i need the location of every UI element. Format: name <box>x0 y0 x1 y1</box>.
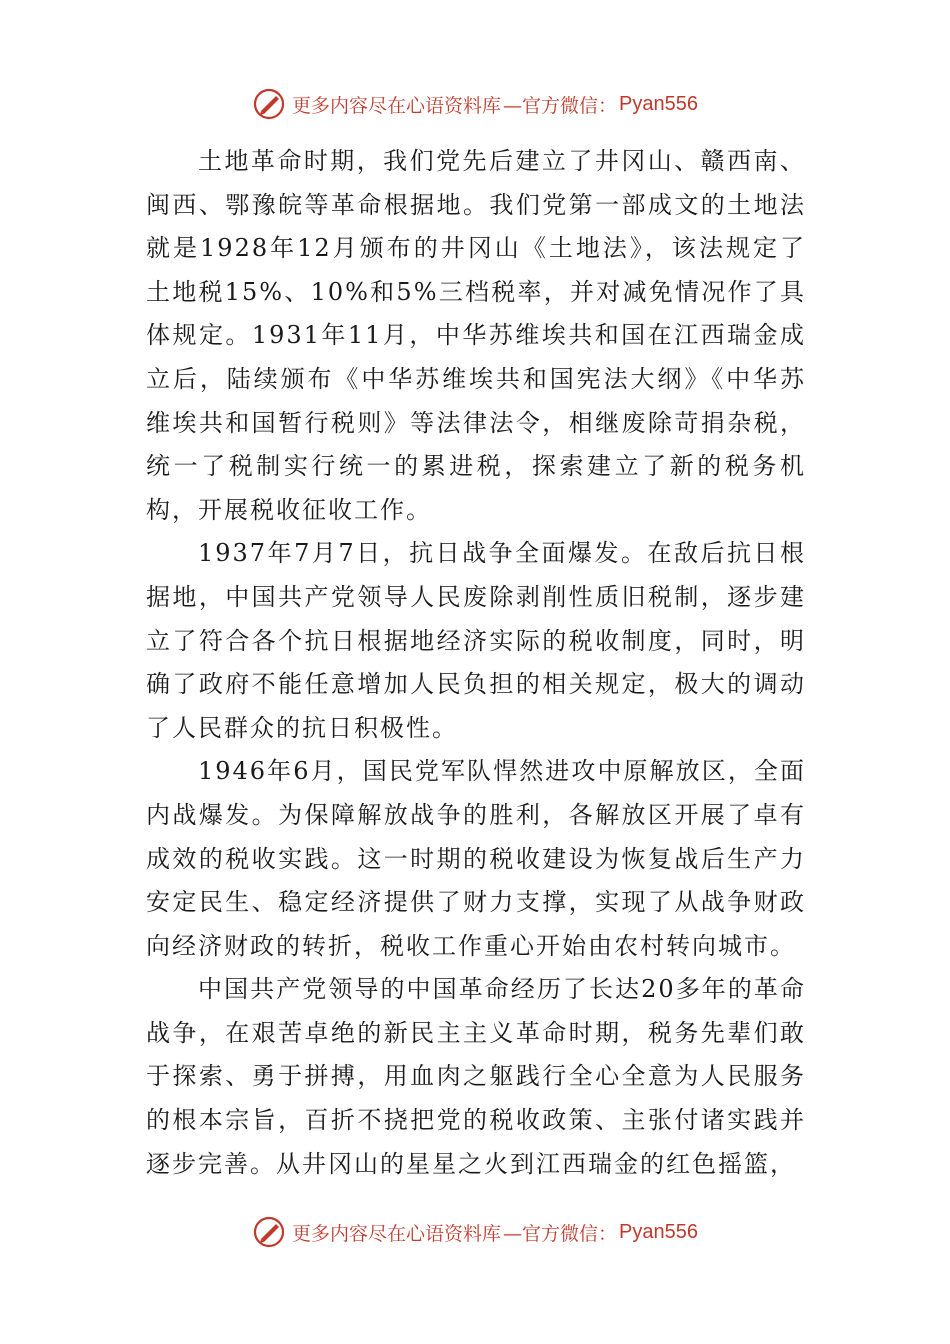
paragraph: 土地革命时期，我们党先后建立了井冈山、赣西南、闽西、鄂豫皖等革命根据地。我们党第一部成文的土地法就是1928年12月颁布的井冈山《土地法》，该法规定了土地税15%、10%和5%三档税率，并对减免情况作了具体规定。1931年11月，中华苏维埃共和国在江西瑞金成立后，陆续颁布《中华苏维埃共和国宪法大纲》《中华苏维埃共和国暂行税则》等法律法令，相继废除苛捐杂税，统一了税制实行统一的累进税，探索建立了新的税务机构，开展税收征收工作。 <box>146 147 806 524</box>
paragraph: 1946年6月，国民党军队悍然进攻中原解放区，全面内战爆发。为保障解放战争的胜利，各解放区开展了卓有成效的税收实践。这一时期的税收建设为恢复战后生产力安定民生、稳定经济提供了财力支撑，实现了从战争财政向经济财政的转折，税收工作重心开始由农村转向城市。 <box>146 757 806 960</box>
banner-contact: Pyan556 <box>619 92 698 115</box>
paragraph: 1937年7月7日，抗日战争全面爆发。在敌后抗日根据地，中国共产党领导人民废除剥削性质旧税制，逐步建立了符合各个抗日根据地经济实际的税收制度，同时，明确了政府不能任意增加人民负担的相关规定，极大的调动了人民群众的抗日积极性。 <box>146 539 806 742</box>
footer-banner <box>0 1212 950 1252</box>
paragraph: 中国共产党领导的中国革命经历了长达20多年的革命战争，在艰苦卓绝的新民主主义革命时期，税务先辈们敢于探索、勇于拼搏，用血肉之躯践行全心全意为人民服务的根本宗旨，百折不挠把党的税收政策、主张付诸实践并逐步完善。从井冈山的星星之火到江西瑞金的红色摇篮， <box>146 975 806 1178</box>
logo-icon <box>252 1215 286 1249</box>
document-body <box>146 140 806 1186</box>
header-banner <box>0 84 950 124</box>
banner-contact: Pyan556 <box>619 1220 698 1243</box>
banner-text: 更多内容尽在心语资料库 <box>292 1222 502 1245</box>
banner-separator: —官方微信： <box>503 94 618 117</box>
banner-text: 更多内容尽在心语资料库 <box>292 94 502 117</box>
banner-separator: —官方微信： <box>503 1222 618 1245</box>
logo-icon <box>252 87 286 121</box>
